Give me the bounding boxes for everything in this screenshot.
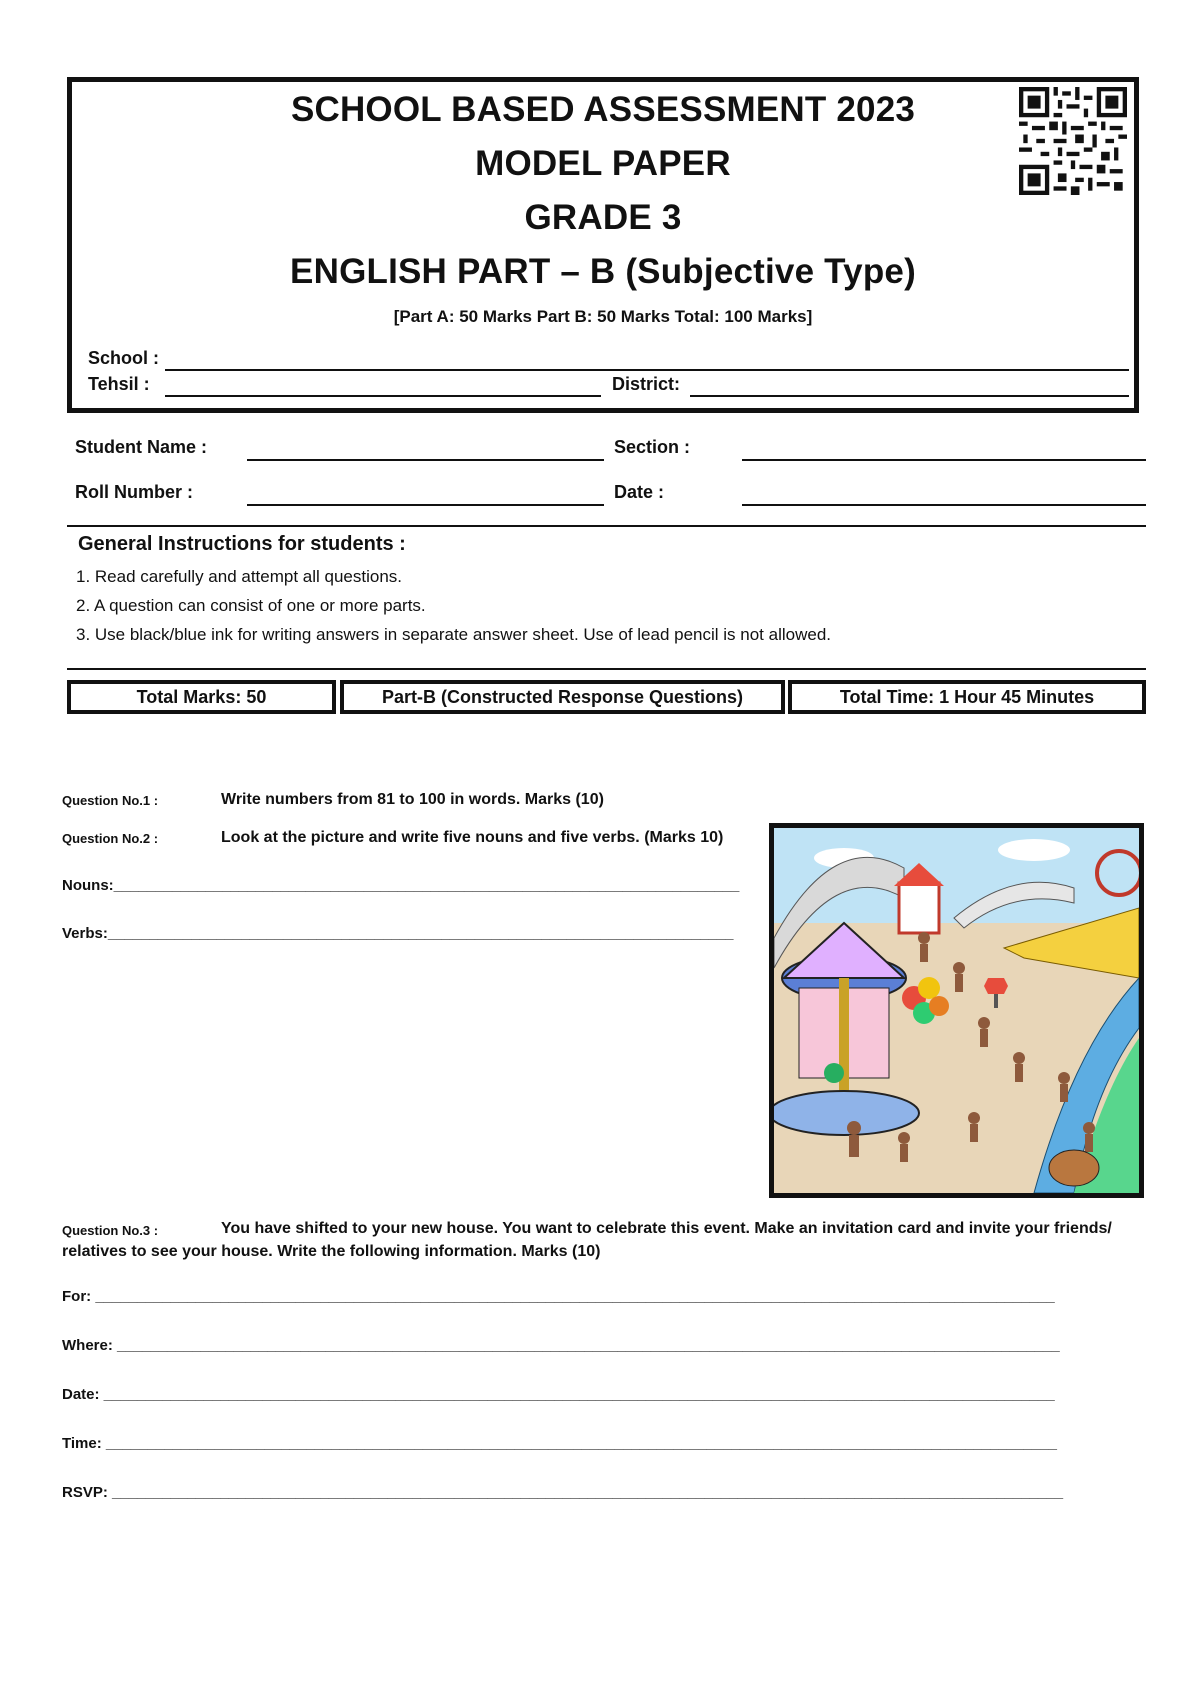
question-1-text: Write numbers from 81 to 100 in words. Marks (10) — [221, 791, 604, 808]
instruction-item: 1. Read carefully and attempt all questions. — [76, 567, 403, 586]
divider-bottom — [67, 668, 1146, 670]
student-name-line[interactable] — [247, 459, 604, 461]
student-name-label: Student Name : — [75, 437, 208, 457]
divider-top — [67, 525, 1146, 527]
district-line[interactable] — [690, 395, 1129, 397]
paper-type: MODEL PAPER — [475, 144, 731, 183]
date-line[interactable] — [742, 504, 1146, 506]
instructions-heading: General Instructions for students : — [78, 533, 406, 555]
school-label: School : — [88, 348, 159, 368]
section-label: Section : — [614, 437, 691, 457]
qr-code-icon — [1019, 87, 1127, 195]
question-3-label: Question No.3 : — [62, 1223, 159, 1238]
date-answer-line[interactable]: Date: __________________________________________________________________________________________________________________ — [62, 1386, 1055, 1403]
question-3-text-line-2: relatives to see your house. Write the following information. Marks (10) — [62, 1243, 601, 1260]
tehsil-line[interactable] — [165, 395, 601, 397]
rsvp-answer-line[interactable]: RSVP: __________________________________________________________________________________________________________________ — [62, 1484, 1064, 1501]
question-2-text: Look at the picture and write five nouns and five verbs. (Marks 10) — [221, 829, 724, 846]
instruction-item: 2. A question can consist of one or more parts. — [76, 596, 426, 615]
verbs-answer-line[interactable]: Verbs:___________________________________________________________________________ — [62, 925, 734, 942]
header-box — [67, 77, 1139, 413]
district-label: District: — [612, 374, 681, 394]
total-time-cell: Total Time: 1 Hour 45 Minutes — [788, 680, 1146, 714]
school-line[interactable] — [165, 369, 1129, 371]
marks-summary: [Part A: 50 Marks Part B: 50 Marks Total: 100 Marks] — [393, 307, 813, 326]
date-label: Date : — [614, 482, 665, 502]
grade-title: GRADE 3 — [524, 198, 682, 237]
time-answer-line[interactable]: Time: __________________________________________________________________________________________________________________ — [62, 1435, 1057, 1452]
amusement-park-picture — [769, 823, 1144, 1198]
instruction-item: 3. Use black/blue ink for writing answers in separate answer sheet. Use of lead pencil is not allowed. — [76, 625, 831, 644]
part-cell: Part-B (Constructed Response Questions) — [340, 680, 785, 714]
question-1-label: Question No.1 : — [62, 793, 159, 808]
nouns-answer-line[interactable]: Nouns:___________________________________________________________________________ — [62, 877, 740, 894]
for-answer-line[interactable]: For: ___________________________________________________________________________________________________________________ — [62, 1288, 1055, 1305]
roll-number-label: Roll Number : — [75, 482, 194, 502]
exam-title: SCHOOL BASED ASSESSMENT 2023 — [290, 90, 916, 129]
subject-title: ENGLISH PART – B (Subjective Type) — [290, 252, 916, 291]
roll-number-line[interactable] — [247, 504, 604, 506]
total-marks-cell: Total Marks: 50 — [67, 680, 336, 714]
section-line[interactable] — [742, 459, 1146, 461]
question-2-label: Question No.2 : — [62, 831, 159, 846]
where-answer-line[interactable]: Where: _________________________________________________________________________________________________________________ — [62, 1337, 1060, 1354]
tehsil-label: Tehsil : — [88, 374, 150, 394]
question-3-text-line-1: You have shifted to your new house. You want to celebrate this event. Make an invitation card and invite your friends/ — [221, 1220, 1112, 1237]
